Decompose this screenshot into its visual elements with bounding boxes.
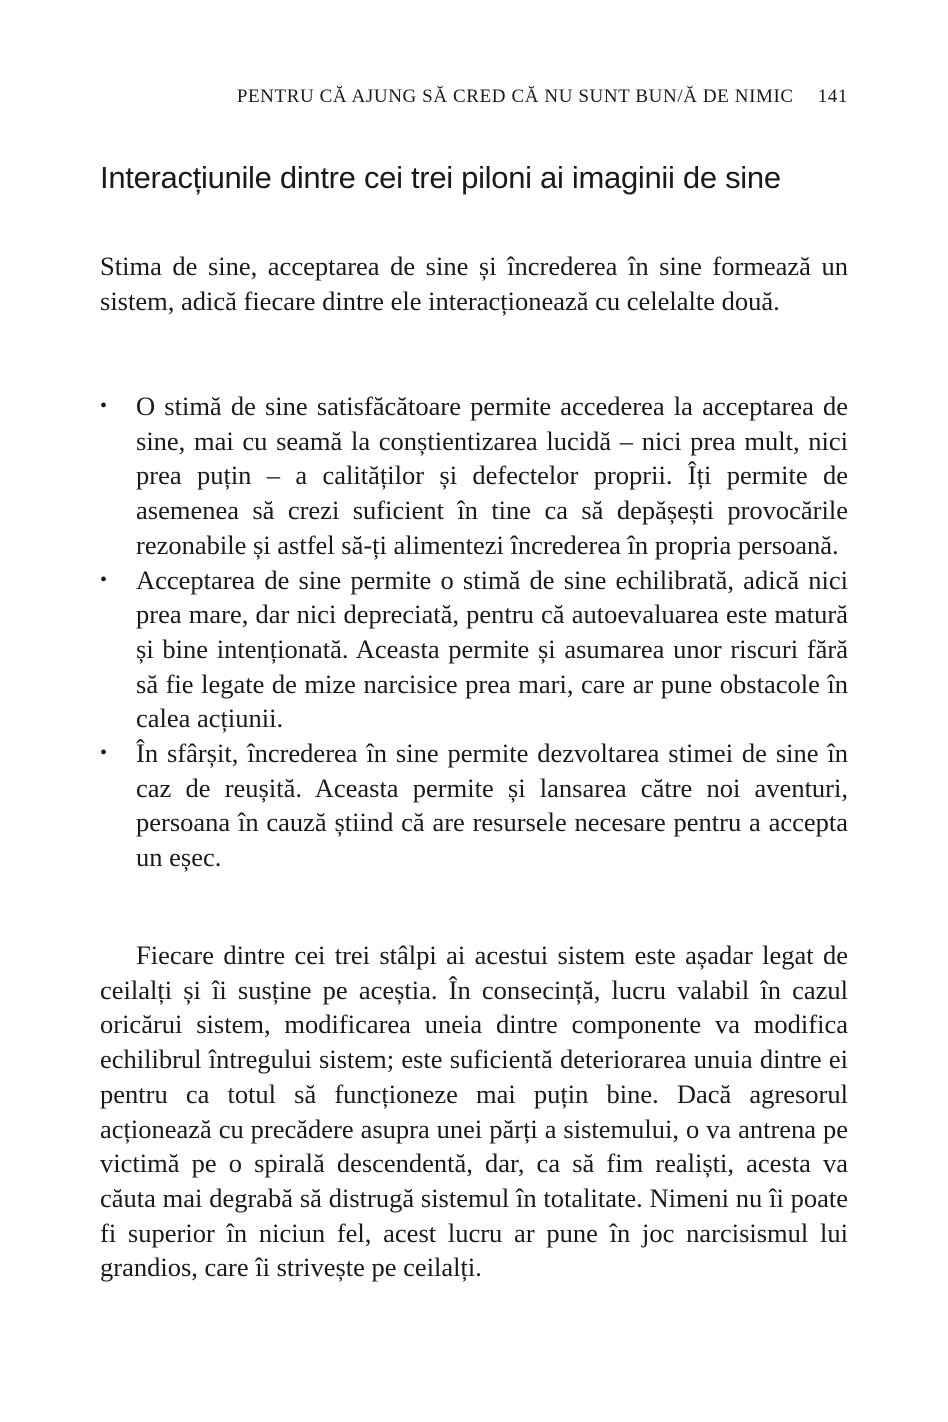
intro-paragraph: Stima de sine, acceptarea de sine și încrederea în sine formează un sistem, adică fiecare dintre ele interacționează cu celelalte două. [100,251,848,316]
running-head [100,86,848,108]
bullet-icon: • [100,395,108,417]
section-title: Interacțiunile dintre cei trei piloni ai imaginii de sine [100,160,781,195]
page-number: 141 [817,86,848,107]
bullet-item [100,563,848,737]
bullet-text: În sfârșit, încrederea în sine permite dezvoltarea stimei de sine în caz de reușită. Aceasta permite și lansarea către noi aventuri, persoana în cauză știind că are resursele necesare pentru a accepta un eșec. [136,738,848,873]
bullet-item [100,736,848,875]
closing-paragraph: Fiecare dintre cei trei stâlpi ai acestui sistem este așadar legat de ceilalți și îi susține pe aceștia. În consecință, lucru valabil în cazul oricărui sistem, modificarea uneia dintre componente va modifica echilibrul întregului sistem; este suficientă deteriorarea unuia dintre ei pentru ca totul să funcționeze mai puțin bine. Dacă agresorul acționează cu precădere asupra unei părți a sistemului, o va antrena pe victimă pe o spirală descendentă, dar, ca să fim realiști, acesta va căuta mai degrabă să distrugă sistemul în totalitate. Nimeni nu îi poate fi superior în niciun fel, acest lucru ar pune în joc narcisismul lui grandios, care îi strivește pe ceilalți. [100,940,848,1283]
running-head-title: PENTRU CĂ AJUNG SĂ CRED CĂ NU SUNT BUN/Ă DE NIMIC [236,86,794,107]
bullet-text: Acceptarea de sine permite o stimă de sine echilibrată, adică nici prea mare, dar nici depreciată, pentru că autoevaluarea este matură și bine intenționată. Aceasta permite și asumarea unor riscuri fără să fie legate de mize narcisice prea mari, care ar pune obstacole în calea acțiunii. [136,564,848,734]
bullet-item [100,389,848,563]
bullet-list [100,389,848,875]
bullet-icon: • [100,568,108,591]
bullet-icon: • [100,742,108,765]
bullet-text: O stimă de sine satisfăcătoare permite accederea la acceptarea de sine, mai cu seamă la conștientizarea lucidă – nici prea mult, nici prea puțin – a calităților și defectelor proprii. Îți permite de asemenea să crezi suficient în tine ca să depășești provocările rezonabile și astfel să-ți alimentezi încrederea în propria persoană. [136,391,848,560]
